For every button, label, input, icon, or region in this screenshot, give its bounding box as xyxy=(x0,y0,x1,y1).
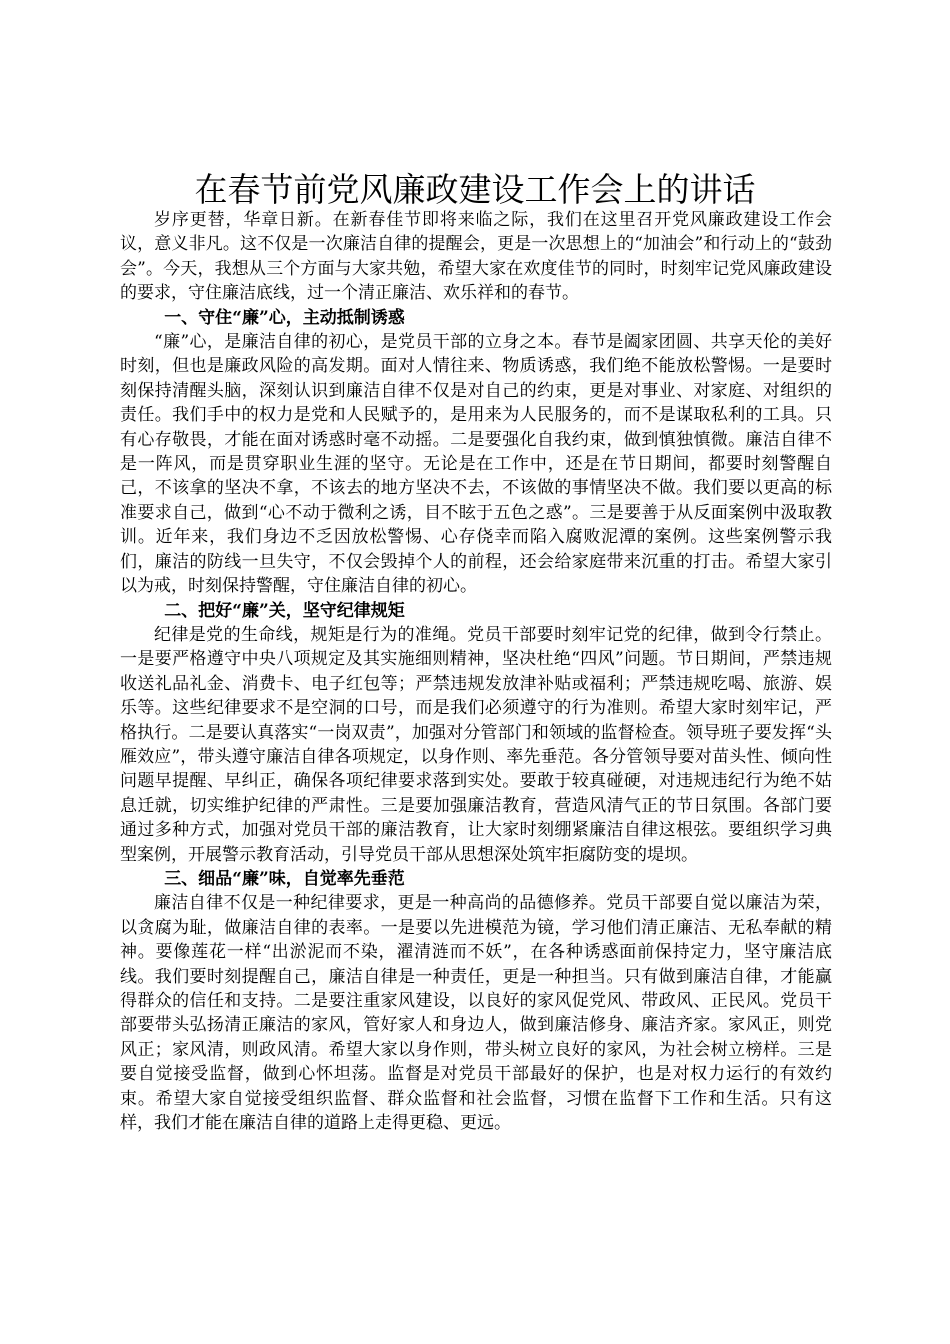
section-paragraph-2: 纪律是党的生命线，规矩是行为的准绳。党员干部要时刻牢记党的纪律，做到令行禁止。一是要严格遵守中央八项规定及其实施细则精神，坚决杜绝“四风”问题。节日期间，严禁违规收送礼品礼金、消费卡、电子红包等；严禁违规发放津补贴或福利；严禁违规吃喝、旅游、娱乐等。这些纪律要求不是空洞的口号，而是我们必须遵守的行为准则。希望大家时刻牢记，严格执行。二是要认真落实“一岗双责”，加强对分管部门和领域的监督检查。领导班子要发挥“头雁效应”，带头遵守廉洁自律各项规定，以身作则、率先垂范。各分管领导要对苗头性、倾向性问题早提醒、早纠正，确保各项纪律要求落到实处。要敢于较真碰硬，对违规违纪行为绝不姑息迁就，切实维护纪律的严肃性。三是要加强廉洁教育，营造风清气正的节日氛围。各部门要通过多种方式，加强对党员干部的廉洁教育，让大家时刻绷紧廉洁自律这根弦。要组织学习典型案例，开展警示教育活动，引导党员干部从思想深处筑牢拒腐防变的堤坝。 xyxy=(120,624,832,865)
section-heading-2: 二、把好“廉”关，坚守纪律规矩 xyxy=(164,600,405,621)
section-paragraph-1: “廉”心，是廉洁自律的初心，是党员干部的立身之本。春节是阖家团圆、共享天伦的美好时刻，但也是廉政风险的高发期。面对人情往来、物质诱惑，我们绝不能放松警惕。一是要时刻保持清醒头脑，深刻认识到廉洁自律不仅是对自己的约束，更是对事业、对家庭、对组织的责任。我们手中的权力是党和人民赋予的，是用来为人民服务的，而不是谋取私利的工具。只有心存敬畏，才能在面对诱惑时毫不动摇。二是要强化自我约束，做到慎独慎微。廉洁自律不是一阵风，而是贯穿职业生涯的坚守。无论是在工作中，还是在节日期间，都要时刻警醒自己，不该拿的坚决不拿，不该去的地方坚决不去，不该做的事情坚决不做。我们要以更高的标准要求自己，做到“心不动于微利之诱，目不眩于五色之惑”。三是要善于从反面案例中汲取教训。近年来，我们身边不乏因放松警惕、心存侥幸而陷入腐败泥潭的案例。这些案例警示我们，廉洁的防线一旦失守，不仅会毁掉个人的前程，还会给家庭带来沉重的打击。希望大家引以为戒，时刻保持警醒，守住廉洁自律的初心。 xyxy=(120,332,832,597)
document-title: 在春节前党风廉政建设工作会上的讲话 xyxy=(194,170,756,209)
section-heading-1: 一、守住“廉”心，主动抵制诱惑 xyxy=(164,307,405,328)
intro-paragraph: 岁序更替，华章日新。在新春佳节即将来临之际，我们在这里召开党风廉政建设工作会议，意义非凡。这不仅是一次廉洁自律的提醒会，更是一次思想上的“加油会”和行动上的“鼓劲会”。今天，我想从三个方面与大家共勉，希望大家在欢度佳节的同时，时刻牢记党风廉政建设的要求，守住廉洁底线，过一个清正廉洁、欢乐祥和的春节。 xyxy=(120,210,832,304)
section-paragraph-3: 廉洁自律不仅是一种纪律要求，更是一种高尚的品德修养。党员干部要自觉以廉洁为荣，以贪腐为耻，做廉洁自律的表率。一是要以先进模范为镜，学习他们清正廉洁、无私奉献的精神。要像莲花一样“出淤泥而不染，濯清涟而不妖”，在各种诱惑面前保持定力，坚守廉洁底线。我们要时刻提醒自己，廉洁自律是一种责任，更是一种担当。只有做到廉洁自律，才能赢得群众的信任和支持。二是要注重家风建设，以良好的家风促党风、带政风、正民风。党员干部要带头弘扬清正廉洁的家风，管好家人和身边人，做到廉洁修身、廉洁齐家。家风正，则党风正；家风清，则政风清。希望大家以身作则，带头树立良好的家风，为社会树立榜样。三是要自觉接受监督，做到心怀坦荡。监督是对党员干部最好的保护，也是对权力运行的有效约束。希望大家自觉接受组织监督、群众监督和社会监督，习惯在监督下工作和生活。只有这样，我们才能在廉洁自律的道路上走得更稳、更远。 xyxy=(120,893,832,1134)
section-heading-3: 三、细品“廉”味，自觉率先垂范 xyxy=(164,868,405,889)
document-body xyxy=(120,208,832,1135)
